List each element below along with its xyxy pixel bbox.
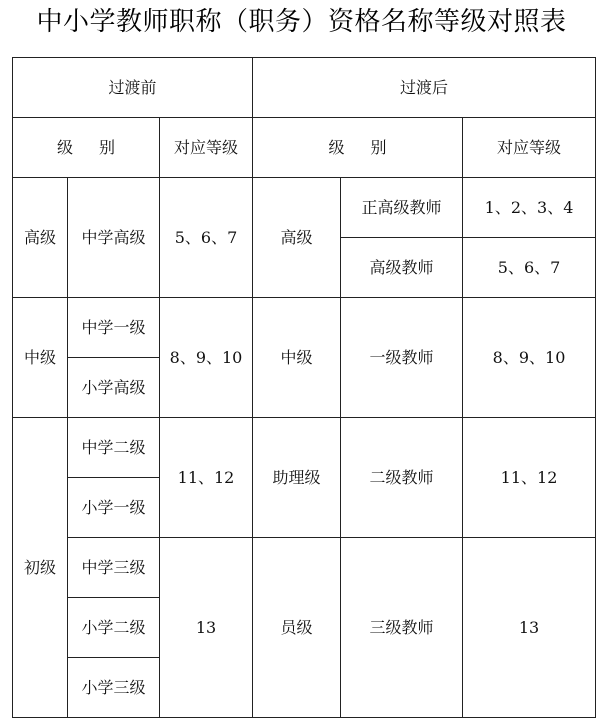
after-title-cell: 三级教师 bbox=[341, 538, 463, 718]
after-category-senior: 高级 bbox=[253, 178, 341, 298]
after-grade-cell: 1、2、3、4 bbox=[463, 178, 596, 238]
before-grade-cell: 13 bbox=[160, 538, 253, 718]
grade-comparison-table bbox=[12, 57, 596, 718]
subheader-before-grade: 对应等级 bbox=[160, 118, 253, 178]
before-category-senior: 高级 bbox=[13, 178, 68, 298]
table-header-row bbox=[13, 58, 596, 118]
after-category-intermediate: 中级 bbox=[253, 298, 341, 418]
after-grade-cell: 5、6、7 bbox=[463, 238, 596, 298]
before-title-cell: 中学高级 bbox=[68, 178, 160, 298]
table-row bbox=[13, 298, 596, 358]
before-category-intermediate: 中级 bbox=[13, 298, 68, 418]
before-title-cell: 小学一级 bbox=[68, 478, 160, 538]
subheader-after-level: 级别 bbox=[253, 118, 463, 178]
before-title-cell: 中学二级 bbox=[68, 418, 160, 478]
after-category-clerk: 员级 bbox=[253, 538, 341, 718]
table-subheader-row bbox=[13, 118, 596, 178]
after-grade-cell: 8、9、10 bbox=[463, 298, 596, 418]
before-title-cell: 小学二级 bbox=[68, 598, 160, 658]
after-title-cell: 一级教师 bbox=[341, 298, 463, 418]
table-row bbox=[13, 178, 596, 238]
before-category-junior: 初级 bbox=[13, 418, 68, 718]
after-title-cell: 二级教师 bbox=[341, 418, 463, 538]
after-category-assistant: 助理级 bbox=[253, 418, 341, 538]
before-title-cell: 小学高级 bbox=[68, 358, 160, 418]
subheader-after-grade: 对应等级 bbox=[463, 118, 596, 178]
page-title: 中小学教师职称（职务）资格名称等级对照表 bbox=[36, 7, 567, 37]
header-before: 过渡前 bbox=[13, 58, 253, 118]
table-row bbox=[13, 538, 596, 598]
before-grade-cell: 11、12 bbox=[160, 418, 253, 538]
before-grade-cell: 8、9、10 bbox=[160, 298, 253, 418]
header-after: 过渡后 bbox=[253, 58, 596, 118]
after-title-cell: 高级教师 bbox=[341, 238, 463, 298]
before-title-cell: 中学三级 bbox=[68, 538, 160, 598]
before-title-cell: 中学一级 bbox=[68, 298, 160, 358]
after-grade-cell: 13 bbox=[463, 538, 596, 718]
before-title-cell: 小学三级 bbox=[68, 658, 160, 718]
after-title-cell: 正高级教师 bbox=[341, 178, 463, 238]
table-row bbox=[13, 418, 596, 478]
before-grade-cell: 5、6、7 bbox=[160, 178, 253, 298]
after-grade-cell: 11、12 bbox=[463, 418, 596, 538]
subheader-before-level: 级别 bbox=[13, 118, 160, 178]
